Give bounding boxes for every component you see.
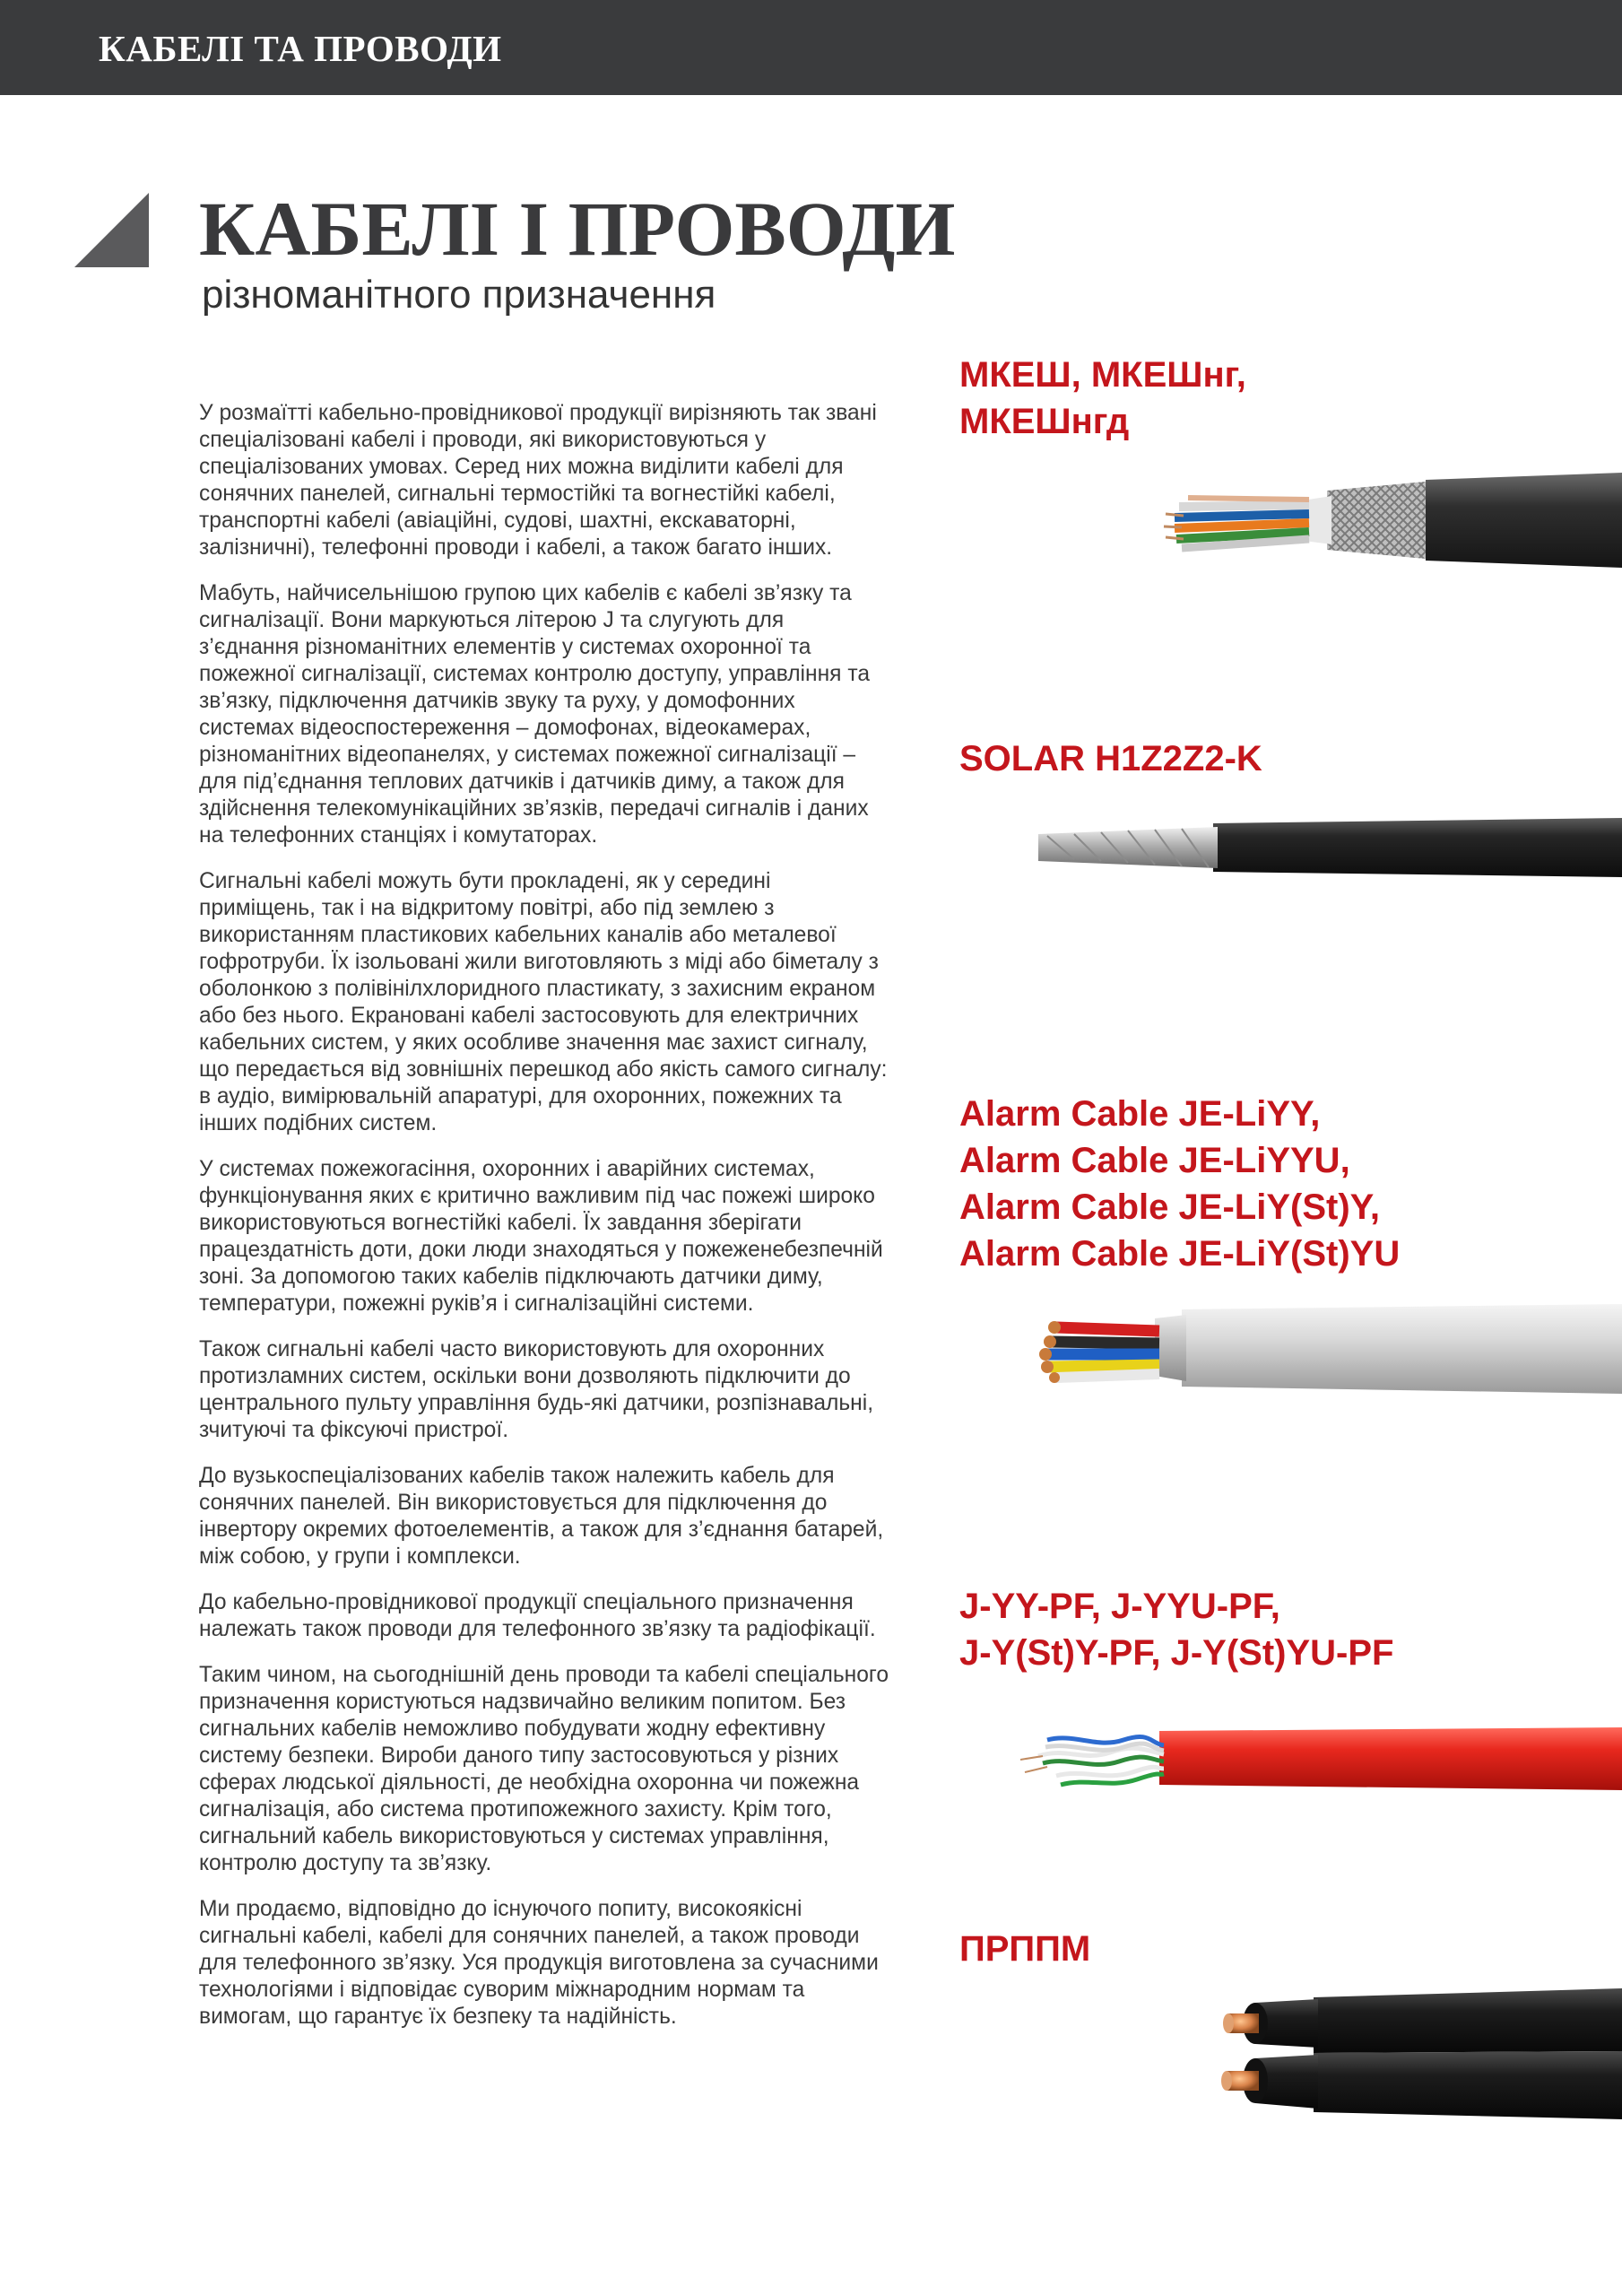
paragraph-2: Мабуть, найчисельнішою групою цих кабелів є кабелі зв’язку та сигналізації. Вони маркуються літерою J та слугують для з’єднання різноманітних елементів у системах охоронної та пожежної сигналізації, системах контролю доступу, управління та зв’язку, підключення датчиків звуку та руху, у домофонних системах відеоспостереження – домофонах, відеокамерах, різноманітних відеопанелях, у системах пожежної сигналізації – для під’єднання теплових датчиків і датчиків диму, а також для здійснення телекомунікаційних зв’язків, передачі сигналів і даних на телефонних станціях і комутаторах.: [199, 581, 870, 848]
paragraph-3: Сигнальні кабелі можуть бути прокладені, як у середині приміщень, так і на відкритому повітрі, або під землею з використанням пластикових кабельних каналів або металевої гофротруби. Їх ізольовані жили виготовляють з міді або біметалу з оболонкою з полівінілхлоридного пластикату, з захисним екраном або без нього. Екрановані кабелі застосовують для електричних кабельних систем, у яких особливе значення має захист сигналу, що передається від зовнішніх перешкод або якість самого сигналу: в аудіо, вимірювальній апаратурі, для охоронних, пожежних та інших подібних систем.: [199, 869, 888, 1135]
paragraph-6: До вузькоспеціалізованих кабелів також належить кабель для сонячних панелей. Він використовується для підключення до інвертору окремих фотоелементів, а також для з’єднання батарей, між собою, у групи і комплекси.: [199, 1464, 884, 1569]
cable-mkesh-image: [1157, 471, 1622, 570]
product-line: МКЕШ, МКЕШнг,: [959, 355, 1246, 395]
product-line: МКЕШнгд: [959, 402, 1130, 441]
cable-prppm-image: [1219, 1987, 1622, 2121]
header-bar: [0, 0, 1622, 95]
product-line: J-YY-PF, J-YYU-PF,: [959, 1587, 1280, 1626]
header-title: КАБЕЛІ ТА ПРОВОДИ: [99, 28, 502, 69]
product-line: SOLAR H1Z2Z2-K: [959, 739, 1262, 778]
paragraph-1: У розмаїтті кабельно-провідникової продукції вирізняють так звані спеціалізовані кабелі і проводи, які використовуються у спеціалізованих умовах. Серед них можна виділити кабелі для сонячних панелей, сигнальні термостійкі та вогнестійкі кабелі, транспортні кабелі (авіаційні, судові, шахтні, екскаваторні, залізничні), телефонні проводи і кабелі, а також багато інших.: [199, 401, 877, 560]
paragraph-7: До кабельно-провідникової продукції спеціального призначення належать також проводи для телефонного зв’язку та радіофікації.: [199, 1590, 876, 1641]
product-name-solar: [959, 735, 1262, 782]
corner-triangle-icon: [74, 193, 149, 267]
product-line: Alarm Cable JE-LiYYU,: [959, 1141, 1350, 1180]
paragraph-4: У системах пожежогасіння, охоронних і аварійних системах, функціонування яких є критично важливим під час пожежі широко використовуються вогнестійкі кабелі. Їх завдання зберігати працездатність доти, доки люди знаходяться у пожеженебезпечній зоні. За допомогою таких кабелів підключають датчики диму, температури, пожежні руків’я і сигналізаційні системи.: [199, 1157, 883, 1316]
product-line: Alarm Cable JE-LiYY,: [959, 1094, 1321, 1134]
product-name-prppm: [959, 1926, 1090, 1972]
product-line: J-Y(St)Y-PF, J-Y(St)YU-PF: [959, 1633, 1394, 1673]
paragraph-5: Також сигнальні кабелі часто використовують для охоронних протизламних систем, оскільки вони дозволяють підключити до центрального пульту управління будь-які датчики, розпізнавальні, зчитуючі та фіксуючі пристрої.: [199, 1337, 874, 1442]
page-title: КАБЕЛІ І ПРОВОДИ: [199, 186, 956, 272]
cable-alarm-image: [1020, 1300, 1622, 1399]
product-line: Alarm Cable JE-LiY(St)YU: [959, 1234, 1401, 1274]
cable-solar-image: [1020, 816, 1622, 879]
product-name-alarm-cable: [959, 1091, 1400, 1277]
cable-j-yy-pf-image: [1020, 1704, 1622, 1803]
product-name-j-yy-pf: [959, 1583, 1393, 1676]
paragraph-8: Таким чином, на сьогоднішній день проводи та кабелі спеціального призначення користуються надзвичайно великим попитом. Без сигнальних кабелів неможливо побудувати жодну ефективну систему безпеки. Вироби даного типу застосовуються у різних сферах людської діяльності, де необхідна охоронна чи пожежна сигналізація, або система протипожежного захисту. Крім того, сигнальний кабель використовуються у системах управління, контролю доступу та зв’язку.: [199, 1663, 889, 1875]
paragraph-9: Ми продаємо, відповідно до існуючого попиту, високоякісні сигнальні кабелі, кабелі для сонячних панелей, а також проводи для телефонного зв’язку. Уся продукція виготовлена за сучасними технологіями і відповідає суворим міжнародним нормам та вимогам, що гарантує їх безпеку та надійність.: [199, 1897, 879, 2029]
product-name-mkesh: [959, 352, 1246, 445]
article-body: [199, 400, 889, 2031]
product-line: ПРППМ: [959, 1929, 1091, 1969]
product-line: Alarm Cable JE-LiY(St)Y,: [959, 1187, 1381, 1227]
page-subtitle: різноманітного призначення: [202, 273, 716, 317]
